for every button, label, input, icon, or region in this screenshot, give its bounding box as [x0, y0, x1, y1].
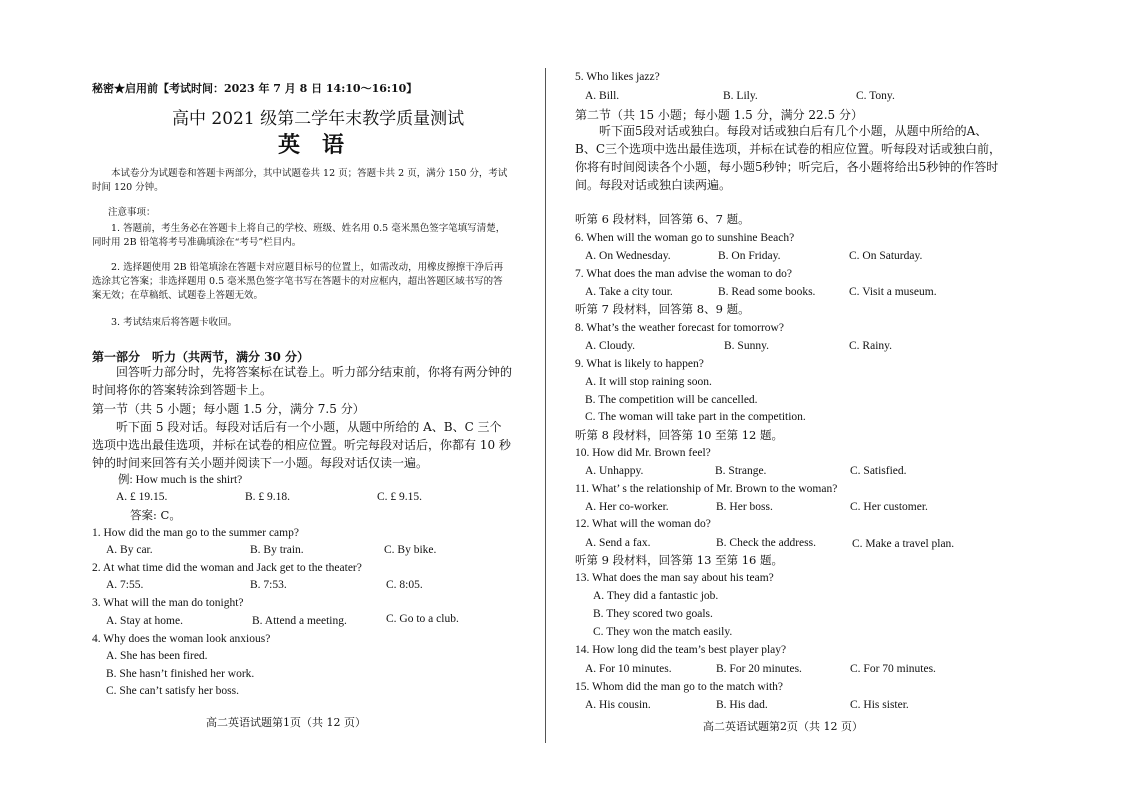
q8-option-b: B. Sunny.: [724, 340, 769, 352]
q2-option-a: A. 7:55.: [106, 579, 144, 591]
q8-option-a: A. Cloudy.: [585, 340, 636, 352]
q6-option-a: A. On Wednesday.: [585, 250, 671, 262]
q11-option-a: A. Her co-worker.: [585, 501, 669, 513]
example-option-b: B. £ 9.18.: [245, 491, 291, 503]
q8-option-c: C. Rainy.: [849, 340, 893, 352]
notes-title: 注意事项：: [108, 207, 156, 218]
q15-option-c: C. His sister.: [850, 699, 909, 711]
page-footer-1: 高二英语试题第1页（共 12 页）: [206, 716, 366, 729]
page-footer-2: 高二英语试题第2页（共 12 页）: [703, 720, 863, 733]
note-1: 1. 答题前，考生务必在答题卡上将自己的学校、班级、姓名用 0.5 毫米黑色签字笔填写清楚，同时用 2B 铅笔将考号准确填涂在“考号”栏目内。: [92, 223, 506, 248]
intro-text: 本试卷分为试题卷和答题卡两部分，其中试题卷共 12 页；答题卡共 2 页，满分 150 分，考试时间 120 分钟。: [92, 168, 508, 193]
question-4: 4. Why does the woman look anxious?: [92, 633, 271, 645]
question-5: 5. Who likes jazz?: [575, 71, 660, 83]
q12-option-c: C. Make a travel plan.: [852, 538, 955, 550]
q3-option-c: C. Go to a club.: [386, 613, 459, 625]
q15-option-a: A. His cousin.: [585, 699, 651, 711]
q13-option-c: C. They won the match easily.: [593, 626, 733, 638]
q6-option-c: C. On Saturday.: [849, 250, 923, 262]
q4-option-b: B. She hasn’t finished her work.: [106, 668, 255, 680]
q4-option-c: C. She can’t satisfy her boss.: [106, 685, 239, 697]
q12-option-a: A. Send a fax.: [585, 537, 651, 549]
q10-option-b: B. Strange.: [715, 465, 767, 477]
q9-option-a: A. It will stop raining soon.: [585, 376, 712, 388]
page-divider: [545, 68, 546, 743]
sec2-title: 第二节（共 15 小题；每小题 1.5 分，满分 22.5 分）: [575, 108, 863, 122]
question-14: 14. How long did the team’s best player play?: [575, 644, 787, 656]
material-7: 听第 7 段材料，回答第 8、9 题。: [575, 302, 750, 316]
q5-option-c: C. Tony.: [856, 90, 895, 102]
sec2-desc: 听下面5段对话或独白。每段对话或独白后有几个小题，从题中所给的A、B、C三个选项中选出最佳选项，并标在试卷的相应位置。听每段对话或独白前，你将有时间阅读各个小题，每小题5秒钟；听完后，各小题将给出5秒钟的作答时间。每段对话或独白读两遍。: [575, 124, 1002, 192]
material-9: 听第 9 段材料，回答第 13 至第 16 题。: [575, 553, 784, 567]
q2-option-b: B. 7:53.: [250, 579, 287, 591]
question-7: 7. What does the man advise the woman to do?: [575, 268, 792, 280]
q14-option-b: B. For 20 minutes.: [716, 663, 802, 675]
question-13: 13. What does the man say about his team?: [575, 572, 774, 584]
subject-title: 英语: [278, 132, 367, 158]
q13-option-a: A. They did a fantastic job.: [593, 590, 719, 602]
q1-option-c: C. By bike.: [384, 544, 437, 556]
part1-title: 第一部分 听力（共两节，满分 30 分）: [92, 350, 310, 364]
q13-option-b: B. They scored two goals.: [593, 608, 713, 620]
question-8: 8. What’s the weather forecast for tomorrow?: [575, 322, 784, 334]
right-page: [548, 0, 1122, 794]
sec1-title: 第一节（共 5 小题；每小题 1.5 分，满分 7.5 分）: [92, 402, 365, 416]
q7-option-a: A. Take a city tour.: [585, 286, 673, 298]
question-15: 15. Whom did the man go to the match with?: [575, 681, 784, 693]
sec1-desc: 听下面 5 段对话。每段对话后有一个小题，从题中所给的 A、B、C 三个选项中选出最佳选项，并标在试卷的相应位置。听完每段对话后，你都有 10 秒钟的时间来回答有关小题并阅读下一小题。每段对话仅读一遍。: [92, 420, 511, 470]
example-question: 例: How much is the shirt?: [118, 474, 243, 486]
q3-option-b: B. Attend a meeting.: [252, 615, 347, 627]
q7-option-c: C. Visit a museum.: [849, 286, 937, 298]
left-page: [0, 0, 548, 794]
example-option-a: A. £ 19.15.: [116, 491, 168, 503]
part1-desc: 回答听力部分时，先将答案标在试卷上。听力部分结束前，你将有两分钟的时间将你的答案转涂到答题卡上。: [92, 365, 513, 397]
example-answer: 答案: C。: [130, 508, 181, 522]
q9-option-c: C. The woman will take part in the competition.: [585, 411, 806, 423]
q5-option-b: B. Lily.: [723, 90, 758, 102]
question-9: 9. What is likely to happen?: [575, 358, 704, 370]
q10-option-c: C. Satisfied.: [850, 465, 907, 477]
q2-option-c: C. 8:05.: [386, 579, 423, 591]
q9-option-b: B. The competition will be cancelled.: [585, 394, 758, 406]
q1-option-a: A. By car.: [106, 544, 153, 556]
q12-option-b: B. Check the address.: [716, 537, 816, 549]
q4-option-a: A. She has been fired.: [106, 650, 208, 662]
question-2: 2. At what time did the woman and Jack get to the theater?: [92, 562, 362, 574]
q6-option-b: B. On Friday.: [718, 250, 781, 262]
question-12: 12. What will the woman do?: [575, 518, 711, 530]
q14-option-c: C. For 70 minutes.: [850, 663, 936, 675]
q7-option-b: B. Read some books.: [718, 286, 816, 298]
q15-option-b: B. His dad.: [716, 699, 768, 711]
question-1: 1. How did the man go to the summer camp?: [92, 527, 299, 539]
note-3: 3. 考试结束后将答题卡收回。: [111, 317, 238, 328]
header-secret: 秘密★启用前【考试时间：2023 年 7 月 8 日 14:10～16:10】: [92, 82, 418, 95]
material-8: 听第 8 段材料，回答第 10 至第 12 题。: [575, 428, 784, 442]
question-10: 10. How did Mr. Brown feel?: [575, 447, 711, 459]
exam-title: 高中 2021 级第二学年末教学质量测试: [172, 109, 465, 129]
question-11: 11. What’ s the relationship of Mr. Brown to the woman?: [575, 483, 838, 495]
q11-option-b: B. Her boss.: [716, 501, 773, 513]
question-3: 3. What will the man do tonight?: [92, 597, 244, 609]
q10-option-a: A. Unhappy.: [585, 465, 644, 477]
q3-option-a: A. Stay at home.: [106, 615, 183, 627]
material-6: 听第 6 段材料，回答第 6、7 题。: [575, 212, 750, 226]
q11-option-c: C. Her customer.: [850, 501, 928, 513]
question-6: 6. When will the woman go to sunshine Beach?: [575, 232, 795, 244]
note-2: 2. 选择题使用 2B 铅笔填涂在答题卡对应题目标号的位置上，如需改动，用橡皮擦擦干净后再选涂其它答案；非选择题用 0.5 毫米黑色签字笔书写在答题卡的对应框内，超出答题区域书写的答案无效；在草稿纸、试题卷上答题无效。: [92, 262, 504, 301]
q5-option-a: A. Bill.: [585, 90, 620, 102]
q14-option-a: A. For 10 minutes.: [585, 663, 672, 675]
example-option-c: C. £ 9.15.: [377, 491, 423, 503]
q1-option-b: B. By train.: [250, 544, 304, 556]
